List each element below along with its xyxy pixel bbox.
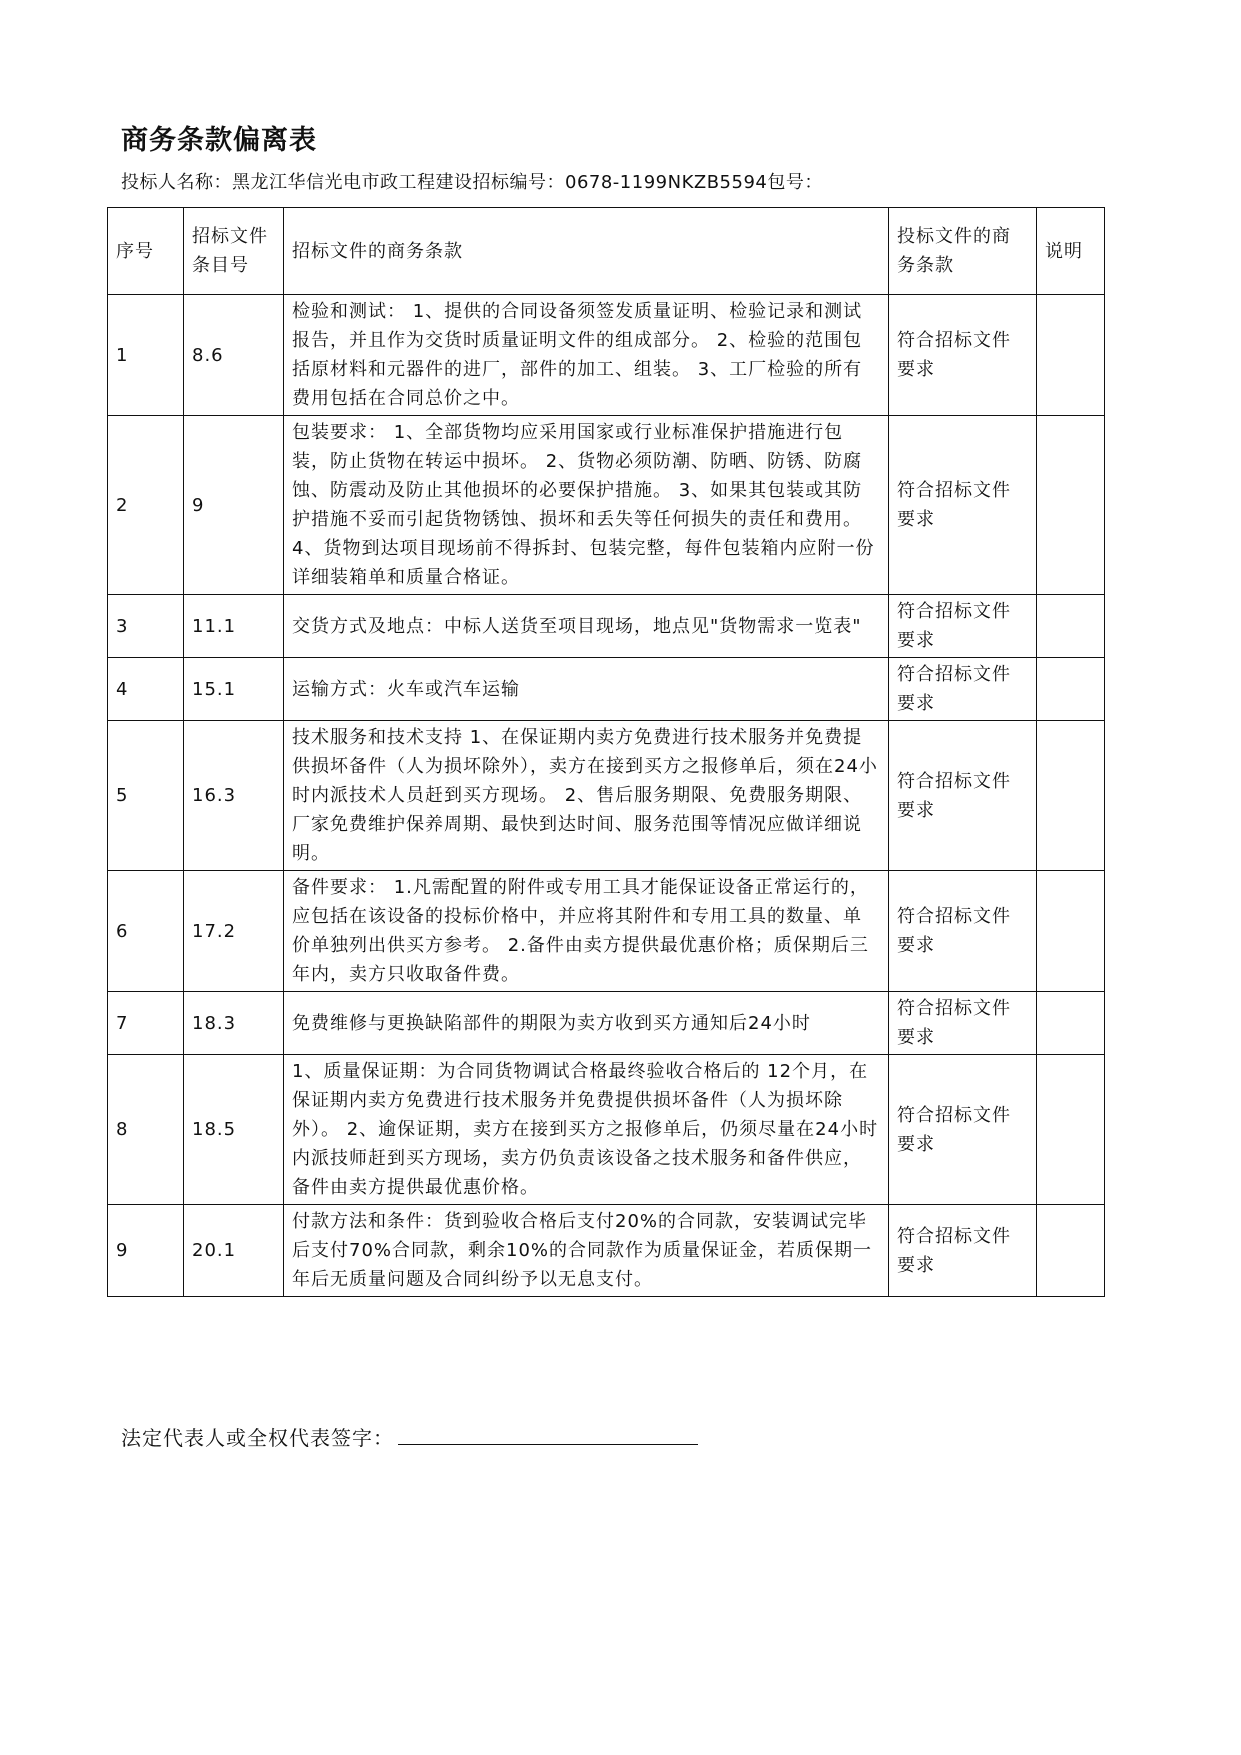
cell-item-no: 18.3 — [184, 992, 284, 1055]
cell-item-no: 11.1 — [184, 595, 284, 658]
cell-terms: 技术服务和技术支持 1、在保证期内卖方免费进行技术服务并免费提供损坏备件（人为损坏除外），卖方在接到买方之报修单后，须在24小时内派技术人员赶到买方现场。 2、售后服务期限、免费服务期限、厂家免费维护保养周期、最快到达时间、服务范围等情况应做详细说明。 — [284, 721, 889, 871]
header-response: 投标文件的商务条款 — [889, 208, 1037, 295]
cell-no: 7 — [108, 992, 184, 1055]
signature-label: 法定代表人或全权代表签字： — [121, 1426, 394, 1450]
table-row — [108, 595, 1105, 658]
table-row — [108, 416, 1105, 595]
cell-no: 6 — [108, 871, 184, 992]
cell-note — [1037, 295, 1105, 416]
table-row — [108, 721, 1105, 871]
cell-note — [1037, 595, 1105, 658]
table-header-row — [108, 208, 1105, 295]
cell-no: 1 — [108, 295, 184, 416]
table-row — [108, 1205, 1105, 1297]
cell-item-no: 15.1 — [184, 658, 284, 721]
cell-terms: 付款方法和条件：货到验收合格后支付20%的合同款，安装调试完毕后支付70%合同款，剩余10%的合同款作为质量保证金，若质保期一年后无质量问题及合同纠纷予以无息支付。 — [284, 1205, 889, 1297]
table-row — [108, 658, 1105, 721]
cell-item-no: 20.1 — [184, 1205, 284, 1297]
cell-note — [1037, 992, 1105, 1055]
cell-terms: 交货方式及地点：中标人送货至项目现场，地点见"货物需求一览表" — [284, 595, 889, 658]
cell-response: 符合招标文件要求 — [889, 295, 1037, 416]
table-row — [108, 1055, 1105, 1205]
cell-note — [1037, 1055, 1105, 1205]
table-row — [108, 871, 1105, 992]
cell-terms: 包装要求： 1、全部货物均应采用国家或行业标准保护措施进行包装，防止货物在转运中损坏。 2、货物必须防潮、防晒、防锈、防腐蚀、防震动及防止其他损坏的必要保护措施。 3、如果其包装或其防护措施不妥而引起货物锈蚀、损坏和丢失等任何损失的责任和费用。 4、货物到达项目现场前不得拆封、包装完整，每件包装箱内应附一份详细装箱单和质量合格证。 — [284, 416, 889, 595]
cell-item-no: 18.5 — [184, 1055, 284, 1205]
cell-response: 符合招标文件要求 — [889, 595, 1037, 658]
package-number-label: 包号： — [767, 172, 823, 193]
cell-terms: 1、质量保证期：为合同货物调试合格最终验收合格后的 12个月，在保证期内卖方免费进行技术服务并免费提供损坏备件（人为损坏除外）。 2、逾保证期，卖方在接到买方之报修单后，仍须尽量在24小时内派技师赶到买方现场，卖方仍负责该设备之技术服务和备件供应，备件由卖方提供最优惠价格。 — [284, 1055, 889, 1205]
header-no: 序号 — [108, 208, 184, 295]
header-terms: 招标文件的商务条款 — [284, 208, 889, 295]
table-body — [108, 295, 1105, 1297]
bidder-info-line — [121, 168, 823, 194]
signature-line — [121, 1422, 698, 1451]
cell-item-no: 8.6 — [184, 295, 284, 416]
cell-note — [1037, 1205, 1105, 1297]
cell-item-no: 17.2 — [184, 871, 284, 992]
header-note: 说明 — [1037, 208, 1105, 295]
cell-terms: 备件要求： 1.凡需配置的附件或专用工具才能保证设备正常运行的，应包括在该设备的投标价格中，并应将其附件和专用工具的数量、单价单独列出供买方参考。 2.备件由卖方提供最优惠价格；质保期后三年内，卖方只收取备件费。 — [284, 871, 889, 992]
tender-number-label: 招标编号： — [472, 172, 565, 193]
table-row — [108, 295, 1105, 416]
header-item-no: 招标文件条目号 — [184, 208, 284, 295]
cell-response: 符合招标文件要求 — [889, 992, 1037, 1055]
cell-note — [1037, 416, 1105, 595]
cell-terms: 运输方式：火车或汽车运输 — [284, 658, 889, 721]
cell-item-no: 9 — [184, 416, 284, 595]
tender-number-value: 0678-1199NKZB5594 — [565, 172, 768, 193]
cell-note — [1037, 658, 1105, 721]
cell-response: 符合招标文件要求 — [889, 658, 1037, 721]
cell-no: 9 — [108, 1205, 184, 1297]
cell-terms: 免费维修与更换缺陷部件的期限为卖方收到买方通知后24小时 — [284, 992, 889, 1055]
cell-item-no: 16.3 — [184, 721, 284, 871]
cell-response: 符合招标文件要求 — [889, 721, 1037, 871]
bidder-name-value: 黑龙江华信光电市政工程建设 — [232, 172, 473, 193]
cell-note — [1037, 871, 1105, 992]
cell-no: 5 — [108, 721, 184, 871]
cell-response: 符合招标文件要求 — [889, 1205, 1037, 1297]
cell-response: 符合招标文件要求 — [889, 871, 1037, 992]
cell-no: 8 — [108, 1055, 184, 1205]
cell-no: 2 — [108, 416, 184, 595]
cell-terms: 检验和测试： 1、提供的合同设备须签发质量证明、检验记录和测试报告，并且作为交货时质量证明文件的组成部分。 2、检验的范围包括原材料和元器件的进厂，部件的加工、组装。 3、工厂检验的所有费用包括在合同总价之中。 — [284, 295, 889, 416]
cell-response: 符合招标文件要求 — [889, 416, 1037, 595]
bidder-name-label: 投标人名称： — [121, 172, 232, 193]
table-row — [108, 992, 1105, 1055]
cell-no: 4 — [108, 658, 184, 721]
page-title: 商务条款偏离表 — [121, 125, 317, 156]
deviation-table — [107, 207, 1105, 1297]
cell-response: 符合招标文件要求 — [889, 1055, 1037, 1205]
cell-no: 3 — [108, 595, 184, 658]
cell-note — [1037, 721, 1105, 871]
signature-blank — [398, 1428, 698, 1445]
